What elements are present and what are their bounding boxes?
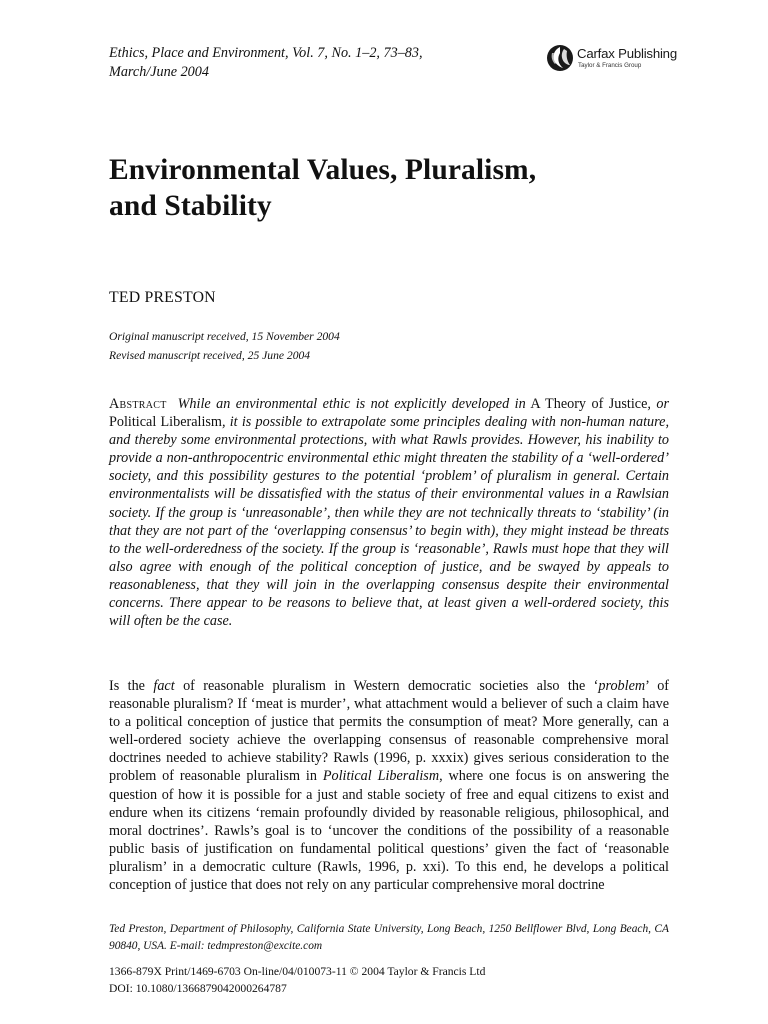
abstract-book-title-2: Political Liberalism: [109, 414, 222, 431]
title-line-1: Environmental Values, Pluralism,: [109, 154, 537, 186]
abstract-label: Abstract: [109, 396, 167, 412]
doi-line: DOI: 10.1080/1366879042000264787: [109, 982, 287, 995]
carfax-logo-icon: [546, 44, 574, 72]
body-paragraph: [109, 677, 669, 894]
abstract-book-title-1: A Theory of Justice: [530, 396, 648, 412]
issn-line: 1366-879X Print/1469-6703 On-line/04/010073-11 © 2004 Taylor & Francis Ltd: [109, 965, 486, 978]
body-italic-fact: fact: [153, 678, 175, 694]
body-text-4: , where one focus is on answering the question of how it is possible for a just and stable society of free and equal citizens to exist and endure when its citizens ‘remain profoundly divided by reasonable religious, philosophical, and moral doctrines’. Rawls’s goal is to ‘uncover the conditions of the possibility of a reasonable public basis of justification on fundamental political questions’ given the fact of ‘reasonable pluralism’ in a democratic culture (Rawls, 1996, p. xxi). To this end, he develops a political conception of justice that does not rely on any particular comprehensive moral doctrine: [109, 768, 669, 894]
body-italic-problem: problem: [598, 678, 646, 694]
abstract: [109, 395, 669, 630]
title-line-2: and Stability: [109, 190, 272, 222]
journal-citation-line-1: Ethics, Place and Environment, Vol. 7, No. 1–2, 73–83,: [109, 45, 423, 61]
publisher-name: Carfax Publishing: [577, 46, 677, 61]
author-name: TED PRESTON: [109, 289, 216, 306]
body-text-1: Is the: [109, 678, 145, 694]
body-text-2: of reasonable pluralism in Western democratic societies also the ‘: [183, 678, 599, 694]
revised-received-date: Revised manuscript received, 25 June 2004: [109, 349, 311, 362]
manuscript-dates: [109, 327, 340, 365]
original-received-date: Original manuscript received, 15 November 2004: [109, 330, 340, 343]
abstract-text-2: , it is possible to extrapolate some principles dealing with non-human nature, and thereby some environmental protections, with what Rawls provides. However, his inability to provide a non-anthropocentric environmental ethic might threaten the stability of a ‘well-ordered’ society, and this possibility gestures to the potential ‘problem’ of pluralism in general. Certain environmentalists will be dissatisfied with the status of their environmental values in a Rawlsian society. If the group is ‘unreasonable’, then while they are not technically threats to ‘stability’ (in that they are not part of the ‘overlapping consensus’ to begin with), they might instead be threats to the well-orderedness of the society. If the group is ‘reasonable’, Rawls must hope that they will also agree with enough of the political conception of justice, and be swayed by appeals to reasonableness, that they will join in the overlapping consensus despite their environmental concerns. There appear to be reasons to believe that, at least given a well-ordered society, this will often be the case.: [109, 414, 669, 630]
abstract-or: , or: [647, 396, 670, 412]
publisher-group: Taylor & Francis Group: [578, 62, 642, 69]
journal-citation: [109, 44, 423, 82]
article-title: [109, 152, 669, 224]
journal-citation-line-2: March/June 2004: [109, 64, 209, 80]
abstract-text-1: While an environmental ethic is not explicitly developed in: [177, 396, 526, 412]
author-affiliation: Ted Preston, Department of Philosophy, California State University, Long Beach, 1250 Bellflower Blvd, Long Beach, CA 90840, USA. E-mail: tedmpreston@excite.com: [109, 923, 669, 952]
body-text-3: ’ of reasonable pluralism? If ‘meat is murder’, what attachment would a believer of such a claim have to a political conception of justice that permits the consumption of meat? More generally, can a well-ordered society achieve the overlapping consensus of reasonable comprehensive moral doctrines needed to achieve stability? Rawls (1996, p. xxxix) gives serious consideration to the problem of reasonable pluralism in: [109, 678, 670, 785]
publication-info: [109, 963, 485, 997]
body-italic-political-liberalism: Political Liberalism: [322, 768, 440, 785]
publisher-logo: [546, 44, 676, 74]
